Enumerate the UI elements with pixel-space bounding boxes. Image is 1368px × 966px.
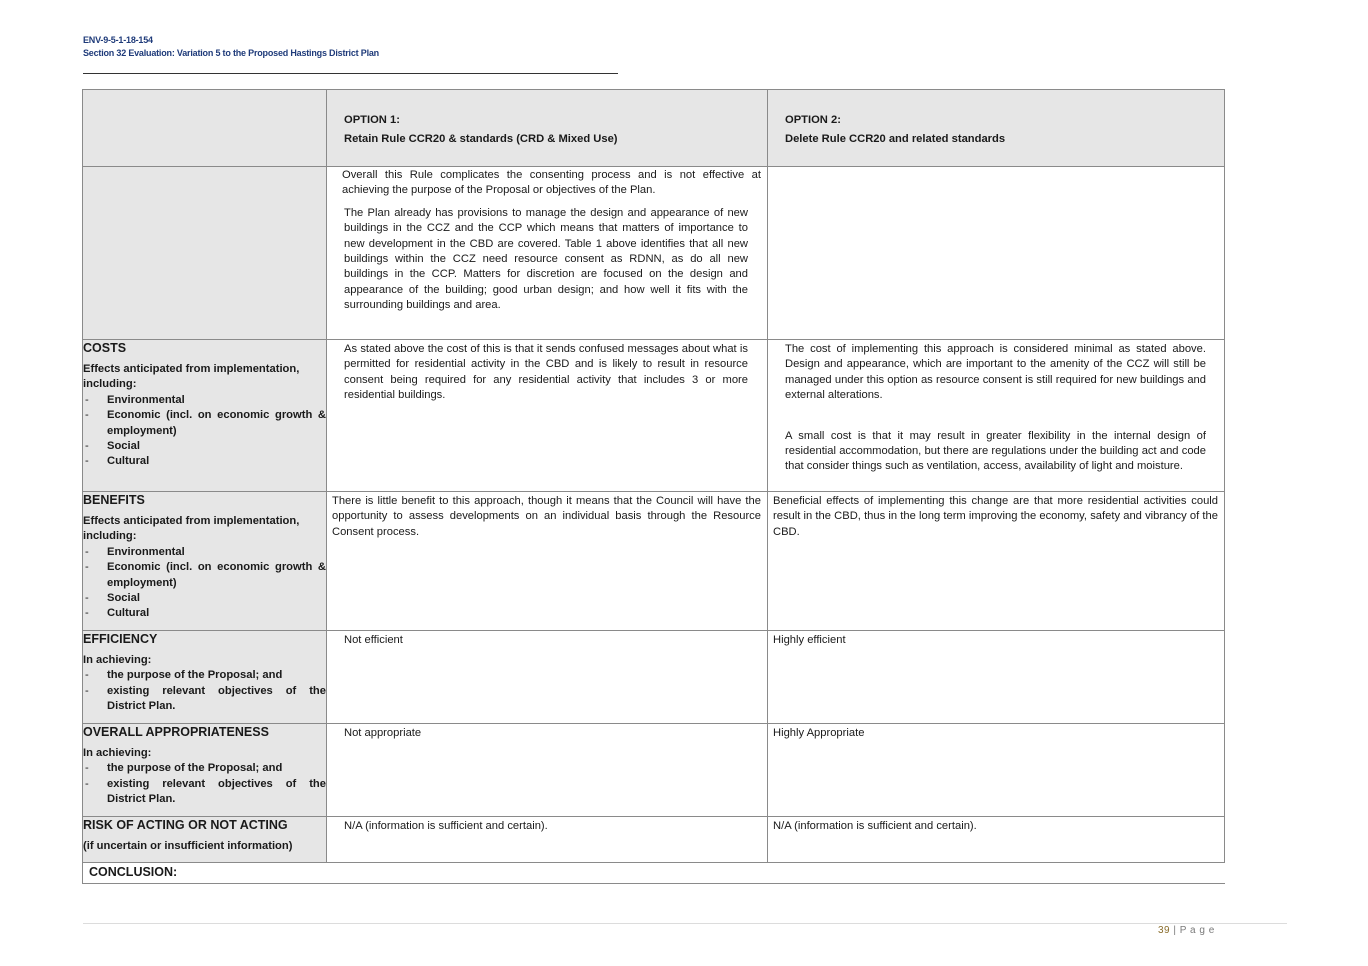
list-item: - existing relevant objectives of the District Plan. [83,684,326,715]
efficiency-option2-text: Highly efficient [773,634,846,646]
continuation-label-cell [83,167,327,340]
appropriateness-criteria-list [83,761,326,807]
appropriateness-option1-text: Not appropriate [344,727,422,739]
list-item: - Cultural [83,454,326,469]
appropriateness-label-cell [83,724,327,817]
document-title: Section 32 Evaluation: Variation 5 to the Proposed Hastings District Plan [83,47,379,58]
appropriateness-option1 [327,724,768,817]
appropriateness-row [83,724,1225,817]
list-item: - Social [83,591,326,606]
conclusion-row [83,863,1225,884]
plan-provisions-paragraph: The Plan already has provisions to manage the design and appearance of new buildings in the CCZ and the CCP which means that matters of importance to new development in the CBD are covered. Table 1 above identifies that all new buildings within the CCZ need resource consent as RDNN, as do all new buildings in the CCP. Matters for discretion are focused on the design and appearance of the building; good urban design; and how well it fits with the surrounding buildings and area. [344,206,748,312]
efficiency-criteria-list [83,668,326,714]
benefits-row [83,492,1225,631]
costs-label-cell [83,340,327,492]
costs-option1-text: As stated above the cost of this is that it sends confused messages about what is permitted for residential activity in the CBD and is likely to result in resource consent being required for any residential activity that includes 3 or more residential buildings. [344,343,748,402]
efficiency-subtitle: In achieving: [83,654,152,666]
option2-title: OPTION 2: [785,114,841,126]
efficiency-option1-text: Not efficient [344,634,403,646]
continuation-option2 [768,167,1225,340]
efficiency-row [83,631,1225,724]
benefits-subtitle: Effects anticipated from implementation, including: [83,515,300,543]
appropriateness-option2 [768,724,1225,817]
benefits-label-cell [83,492,327,631]
option1-subtitle: Retain Rule CCR20 & standards (CRD & Mixed Use) [344,133,618,145]
list-item: - Social [83,439,326,454]
costs-option2 [768,340,1225,492]
effectiveness-summary: Overall this Rule complicates the consenting process and is not effective at achieving the purpose of the Proposal or objectives of the Plan. [342,169,761,197]
list-item: - the purpose of the Proposal; and [83,668,326,683]
list-item: - the purpose of the Proposal; and [83,761,326,776]
running-header [83,34,379,59]
costs-option2-text-2: A small cost is that it may result in greater flexibility in the internal design of residential accommodation, but there are regulations under the building act and code that consider things such as ventilation, access, availability of light and moisture. [785,429,1206,473]
conclusion-cell [83,863,1225,884]
list-item: - Economic (incl. on economic growth & employment) [83,560,326,591]
efficiency-option1 [327,631,768,724]
benefits-option2-text: Beneficial effects of implementing this change are that more residential activities could result in the CBD, thus in the long term improving the economy, safety and vibrancy of the CBD. [773,495,1218,538]
continuation-option1 [327,167,768,340]
option2-subtitle: Delete Rule CCR20 and related standards [785,133,1006,145]
header-divider [83,73,618,74]
efficiency-option2 [768,631,1225,724]
conclusion-title: CONCLUSION: [89,865,178,879]
option2-header [768,90,1225,167]
benefits-title: BENEFITS [83,493,145,507]
footer-divider [83,923,1287,924]
page-footer [1158,925,1215,936]
options-header-row [83,90,1225,167]
costs-effects-list [83,393,326,470]
document-id: ENV-9-5-1-18-154 [83,35,153,45]
appropriateness-option2-text: Highly Appropriate [773,727,865,739]
efficiency-title: EFFICIENCY [83,632,158,646]
corner-cell [83,90,327,167]
efficiency-label-cell [83,631,327,724]
continuation-row [83,167,1225,340]
costs-row [83,340,1225,492]
evaluation-table [82,89,1225,884]
option1-header [327,90,768,167]
appropriateness-title: OVERALL APPROPRIATENESS [83,725,269,739]
risk-option1 [327,817,768,863]
costs-option1 [327,340,768,492]
appropriateness-subtitle: In achieving: [83,747,152,759]
costs-subtitle: Effects anticipated from implementation, including: [83,363,300,391]
risk-row [83,817,1225,863]
risk-option2 [768,817,1225,863]
risk-title: RISK OF ACTING OR NOT ACTING [83,818,288,832]
list-item: - existing relevant objectives of the District Plan. [83,777,326,808]
costs-option2-text-1: The cost of implementing this approach is considered minimal as stated above. Design and appearance, which are important to the amenity of the CCZ will still be managed under this option as resource consent is still required for new buildings and external alterations. [785,343,1206,402]
list-item: - Economic (incl. on economic growth & employment) [83,408,326,439]
benefits-effects-list [83,545,326,622]
page-number: 39 [1158,925,1171,936]
list-item: - Environmental [83,545,326,560]
benefits-option1 [327,492,768,631]
list-item: - Environmental [83,393,326,408]
risk-subtitle: (if uncertain or insufficient information) [83,840,293,852]
page-label: | P a g e [1170,925,1215,936]
option1-title: OPTION 1: [344,114,400,126]
costs-title: COSTS [83,341,127,355]
benefits-option1-text: There is little benefit to this approach, though it means that the Council will have the opportunity to assess developments on an individual basis through the Resource Consent process. [332,495,761,538]
risk-option2-text: N/A (information is sufficient and certain). [773,820,977,832]
list-item: - Cultural [83,606,326,621]
benefits-option2 [768,492,1225,631]
risk-option1-text: N/A (information is sufficient and certain). [344,820,548,832]
risk-label-cell [83,817,327,863]
